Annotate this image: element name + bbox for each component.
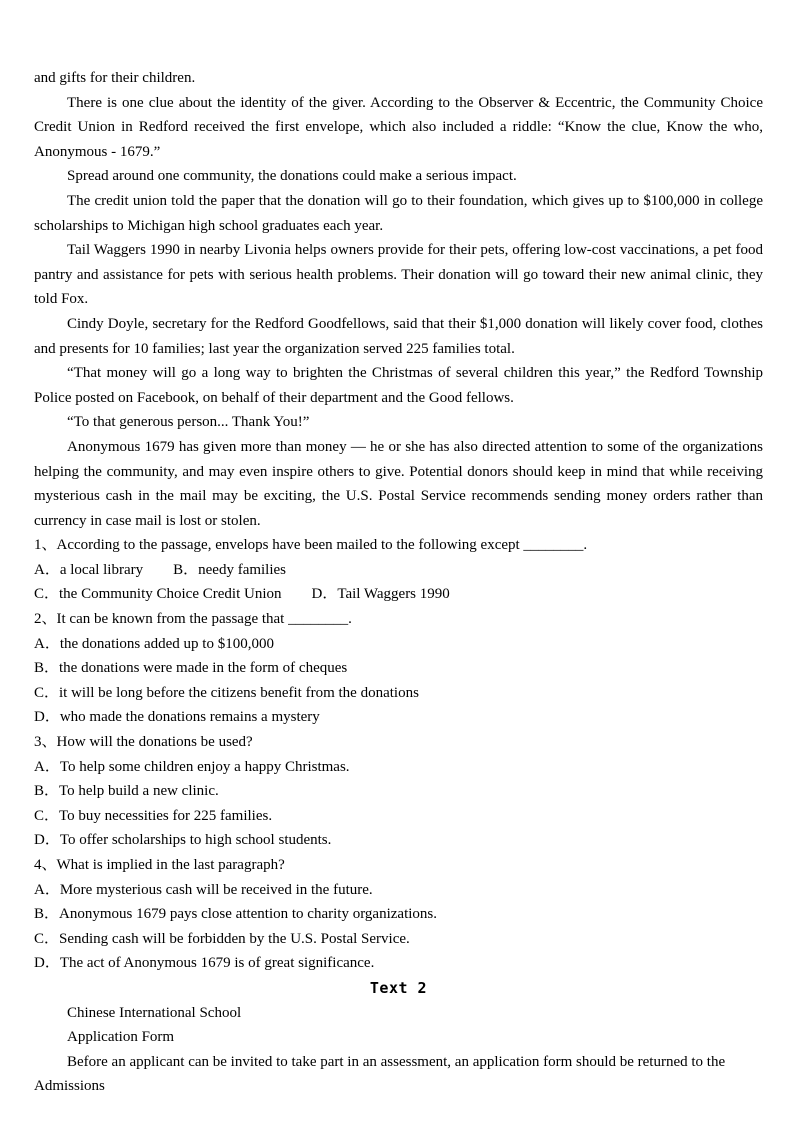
option-d: D．The act of Anonymous 1679 is of great significance. <box>34 955 375 972</box>
option-c: C．To buy necessities for 225 families. <box>34 807 273 824</box>
option-d: D．To offer scholarships to high school students. <box>34 832 332 849</box>
question-4-stem: 4、What is implied in the last paragraph? <box>34 857 285 873</box>
passage-paragraph: The credit union told the paper that the donation will go to their foundation, which gives up to $100,000 in college scholarships to Michigan high school graduates each year. <box>34 192 763 234</box>
option-a: A．To help some children enjoy a happy Christmas. <box>34 758 350 775</box>
question-1-options-row <box>34 558 763 583</box>
passage-paragraph: Tail Waggers 1990 in nearby Livonia helps owners provide for their pets, offering low-cost vaccinations, a pet food pantry and assistance for pets with serious health problems. Their donation will go toward their new animal clinic, they told Fox. <box>34 242 763 308</box>
option-b: B．To help build a new clinic. <box>34 783 219 800</box>
passage-paragraph: “To that generous person... Thank You!” <box>67 414 310 431</box>
option-a: A．a local library <box>34 561 144 578</box>
option-d: D．Tail Waggers 1990 <box>311 586 450 603</box>
question-1-stem: 1、According to the passage, envelops have been mailed to the following except ________. <box>34 537 588 554</box>
option-a: A．More mysterious cash will be received in the future. <box>34 881 373 898</box>
section-heading-text2: Text 2 <box>369 978 428 997</box>
option-b: B．the donations were made in the form of cheques <box>34 660 348 677</box>
passage-paragraph: and gifts for their children. <box>34 70 196 86</box>
section2-line: Chinese International School <box>67 1004 242 1021</box>
passage-paragraph: Cindy Doyle, secretary for the Redford Goodfellows, said that their $1,000 donation will likely cover food, clothes and presents for 10 families; last year the organization served 225 families total. <box>34 315 763 357</box>
question-1-options-row <box>34 582 763 607</box>
option-a: A．the donations added up to $100,000 <box>34 635 274 652</box>
option-c: C．it will be long before the citizens benefit from the donations <box>34 684 419 701</box>
question-3-stem: 3、How will the donations be used? <box>34 734 253 751</box>
question-2-stem: 2、It can be known from the passage that ________. <box>34 611 352 628</box>
passage-paragraph: “That money will go a long way to brighten the Christmas of several children this year,” the Redford Township Police posted on Facebook, on behalf of their department and the Good fellows. <box>34 365 763 406</box>
passage-paragraph: Anonymous 1679 has given more than money — he or she has also directed attention to some of the organizations helping the community, and may even inspire others to give. Potential donors should keep in mind that while receiving mysterious cash in the mail may be exciting, the U.S. Postal Service recommends sending money orders rather than currency in case mail is lost or stolen. <box>34 438 763 529</box>
passage-paragraph: Spread around one community, the donations could make a serious impact. <box>67 168 517 185</box>
section2-line: Application Form <box>67 1029 175 1046</box>
section2-line: Before an applicant can be invited to take part in an assessment, an application form should be returned to the Admissions <box>34 1053 726 1095</box>
exam-page-content <box>34 66 763 1099</box>
option-b: B．Anonymous 1679 pays close attention to charity organizations. <box>34 906 437 923</box>
option-c: C．Sending cash will be forbidden by the U.S. Postal Service. <box>34 930 410 947</box>
option-b: B．needy families <box>173 561 287 578</box>
option-d: D．who made the donations remains a mystery <box>34 709 320 726</box>
option-c: C．the Community Choice Credit Union <box>34 586 282 603</box>
passage-paragraph: There is one clue about the identity of the giver. According to the Observer & Eccentric, the Community Choice Credit Union in Redford received the first envelope, which also included a riddle: “Know the clue, Know the who, Anonymous - 1679.” <box>34 94 763 160</box>
